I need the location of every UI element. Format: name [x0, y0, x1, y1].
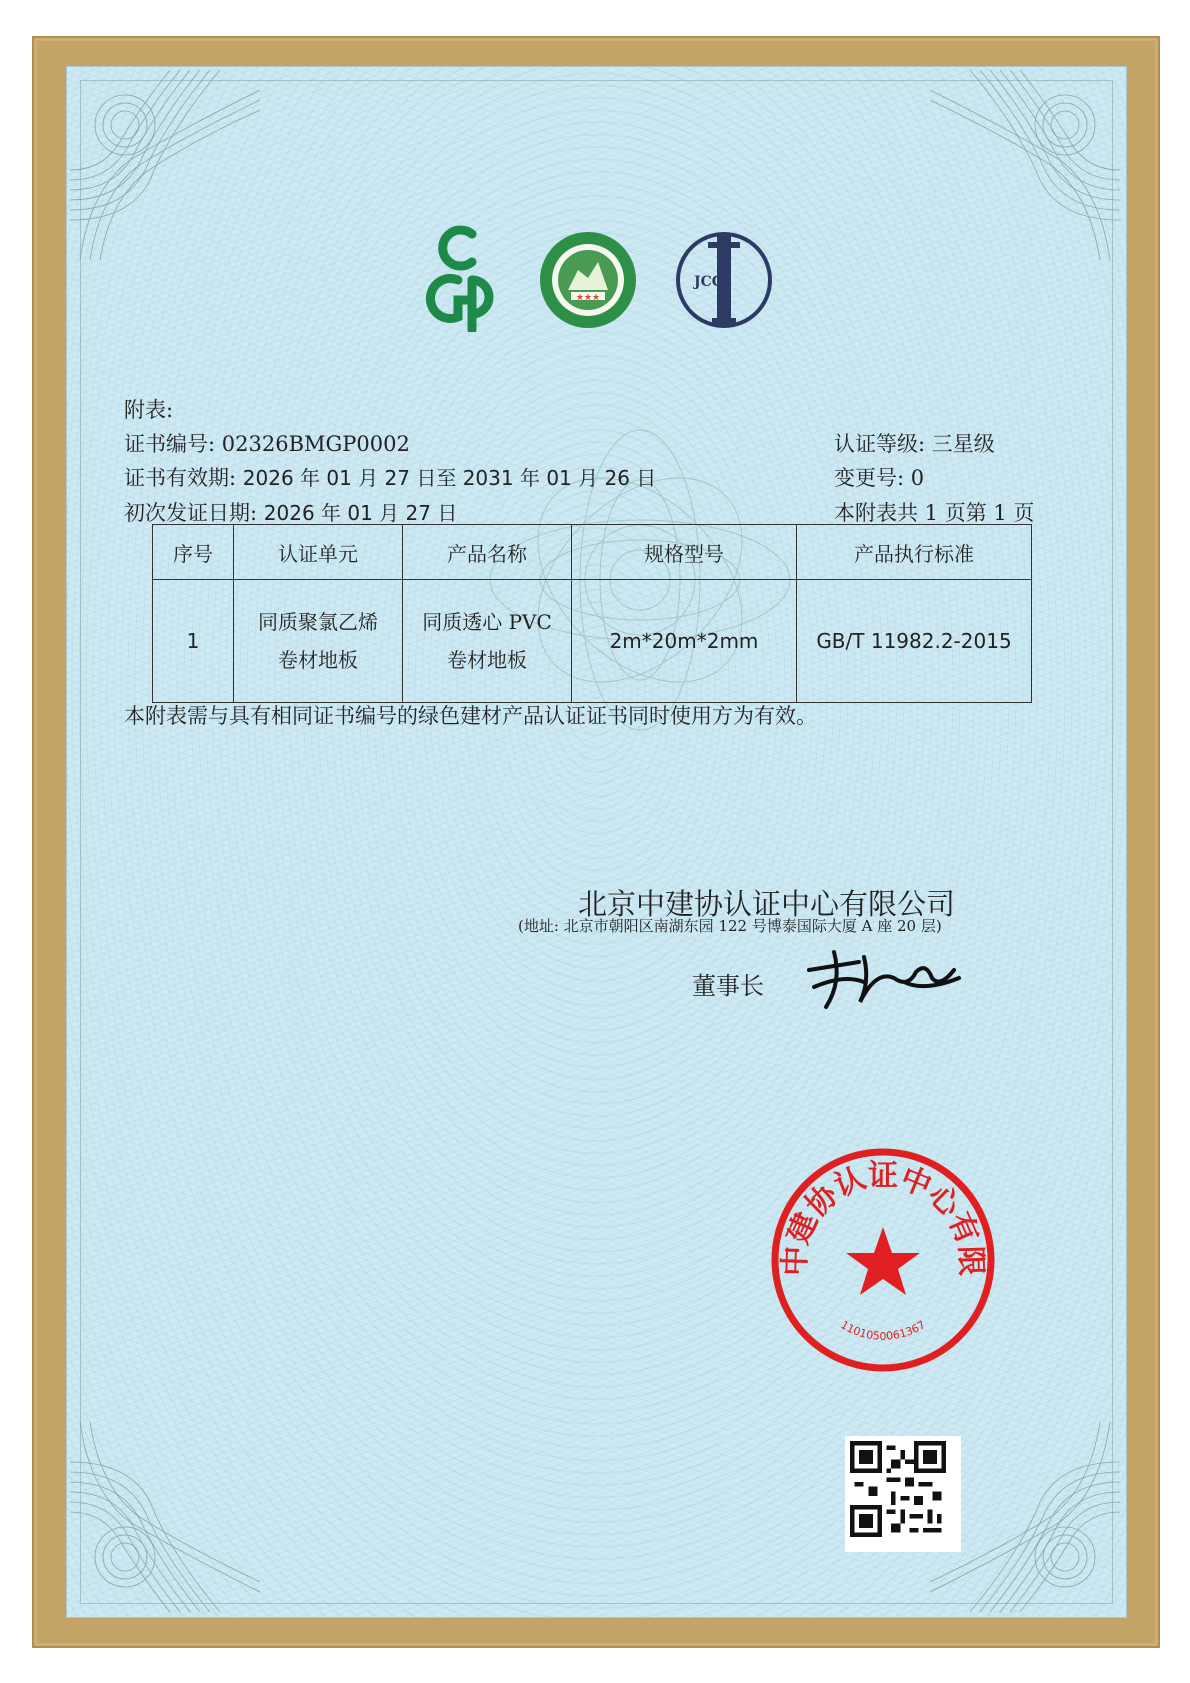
page-info: 本附表共 1 页第 1 页 [834, 501, 1035, 525]
change-row [834, 462, 924, 492]
qr-code[interactable] [845, 1436, 961, 1552]
cgp-logo [420, 222, 510, 332]
col-header-unit: 认证单元 [234, 525, 403, 580]
first-issue-row [124, 497, 457, 527]
cell-spec: 2m*20m*2mm [572, 580, 797, 703]
table-header-row [153, 525, 1032, 580]
cell-no: 1 [153, 580, 234, 703]
cell-standard: GB/T 11982.2-2015 [797, 580, 1032, 703]
col-header-standard: 产品执行标准 [797, 525, 1032, 580]
cell-unit-line1: 同质聚氯乙烯 [258, 610, 378, 634]
cell-unit-line2: 卷材地板 [278, 648, 358, 672]
corner-ornament-top-left [70, 70, 260, 260]
jcc-logo [672, 224, 776, 332]
corner-ornament-top-right [930, 70, 1120, 260]
grade-row [834, 428, 995, 458]
cell-product [403, 580, 572, 703]
validity-note: 本附表需与具有相同证书编号的绿色建材产品认证证书同时使用方为有效。 [124, 704, 817, 728]
logo-row [410, 222, 790, 337]
validity-value: 2026 年 01 月 27 日至 2031 年 01 月 26 日 [242, 466, 657, 490]
grade-label: 认证等级: [834, 432, 926, 456]
svg-text:1101050061367 [838, 1318, 927, 1343]
jcc-text: JCC [694, 274, 723, 290]
green-building-materials-logo [538, 230, 638, 330]
cell-product-line1: 同质透心 PVC [422, 610, 552, 634]
cert-number: 02326BMGP0002 [221, 432, 410, 456]
corner-ornament-bottom-left [70, 1422, 260, 1612]
validity-row [124, 462, 656, 492]
cell-product-line2: 卷材地板 [447, 648, 527, 672]
seal-text: 中建协认证中心有限 [777, 1158, 989, 1277]
chairman-signature [804, 942, 964, 1012]
svg-text:★★★: ★★★ [575, 293, 601, 303]
validity-label: 证书有效期: [124, 466, 237, 490]
cell-unit [234, 580, 403, 703]
col-header-no: 序号 [153, 525, 234, 580]
attachment-label: 附表: [124, 398, 174, 422]
cert-number-label: 证书编号: [124, 432, 216, 456]
col-header-spec: 规格型号 [572, 525, 797, 580]
issuer-address: (地址: 北京市朝阳区南湖东园 122 号博泰国际大厦 A 座 20 层) [518, 917, 942, 935]
change-label: 变更号: [834, 466, 905, 490]
col-header-product: 产品名称 [403, 525, 572, 580]
change-value: 0 [910, 466, 925, 490]
table-row [153, 580, 1032, 703]
first-issue-value: 2026 年 01 月 27 日 [263, 501, 458, 525]
first-issue-label: 初次发证日期: [124, 501, 258, 525]
issuer-company: 北京中建协认证中心有限公司 [578, 887, 956, 921]
grade-value: 三星级 [931, 432, 995, 456]
product-table [152, 524, 1032, 703]
cert-number-row [124, 428, 410, 458]
chairman-label: 董事长 [692, 972, 764, 1000]
official-seal [768, 1145, 998, 1375]
seal-code: 1101050061367 [838, 1318, 928, 1343]
